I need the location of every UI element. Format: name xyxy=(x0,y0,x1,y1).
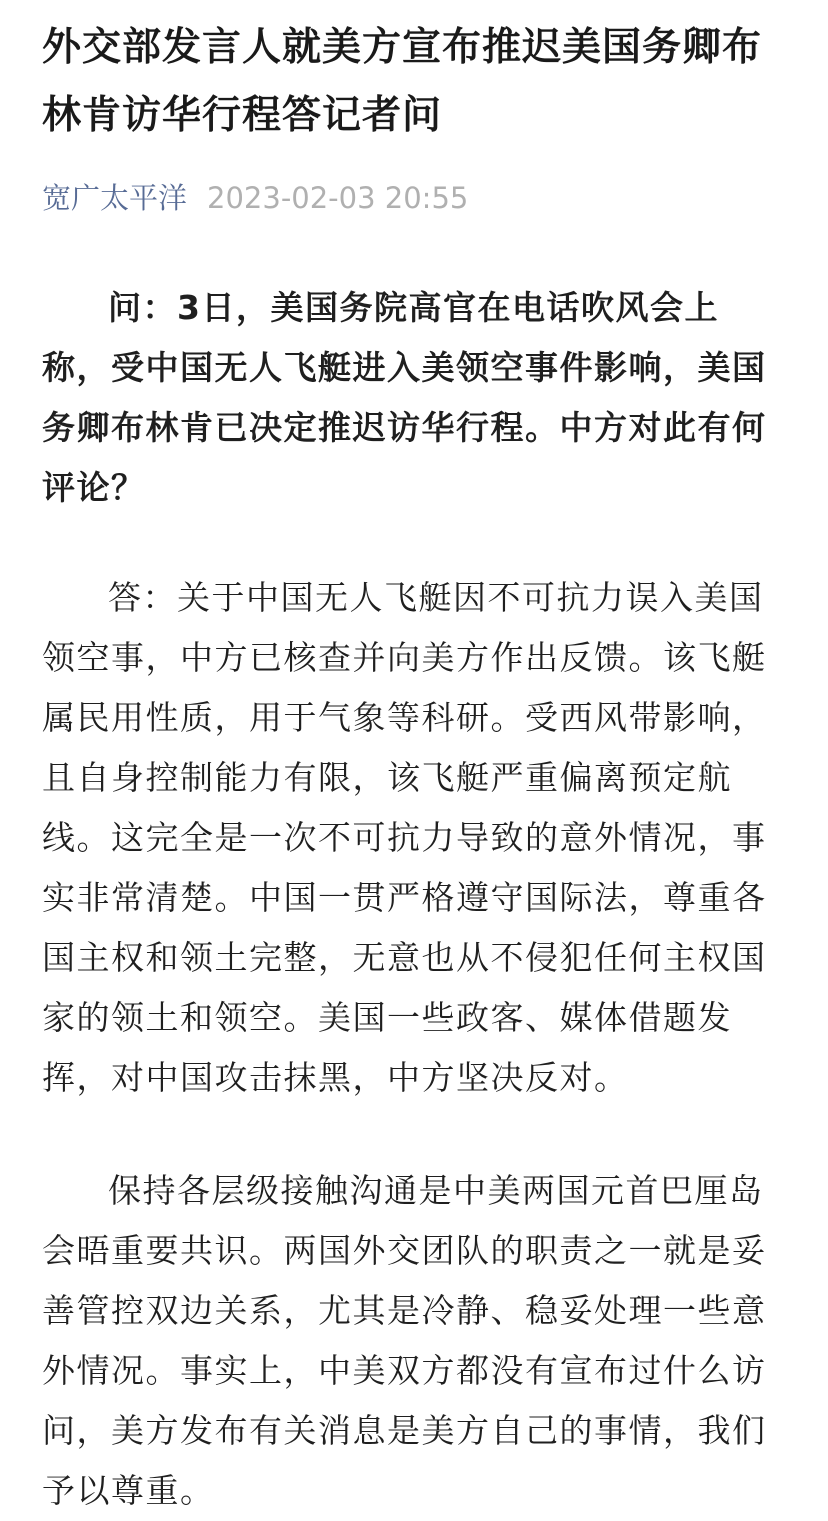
publish-time: 2023-02-03 20:55 xyxy=(207,181,469,215)
answer-paragraph-2: 保持各层级接触沟通是中美两国元首巴厘岛会晤重要共识。两国外交团队的职责之一就是妥善管控双边关系，尤其是冷静、稳妥处理一些意外情况。事实上，中美双方都没有宣布过什么访问，美方发布有关消息是美方自己的事情，我们予以尊重。 xyxy=(42,1171,767,1510)
article-meta xyxy=(42,178,786,218)
question-paragraph: 问：3日，美国务院高官在电话吹风会上称，受中国无人飞艇进入美领空事件影响，美国务卿布林肯已决定推迟访华行程。中方对此有何评论？ xyxy=(42,288,767,507)
account-name-link[interactable]: 宽广太平洋 xyxy=(42,181,188,215)
article-title: 外交部发言人就美方宣布推迟美国务卿布林肯访华行程答记者问 xyxy=(42,25,763,138)
answer-paragraph-1: 答：关于中国无人飞艇因不可抗力误入美国领空事，中方已核查并向美方作出反馈。该飞艇属民用性质，用于气象等科研。受西风带影响，且自身控制能力有限，该飞艇严重偏离预定航线。这完全是一次不可抗力导致的意外情况，事实非常清楚。中国一贯严格遵守国际法，尊重各国主权和领土完整，无意也从不侵犯任何主权国家的领土和领空。美国一些政客、媒体借题发挥，对中国攻击抹黑，中方坚决反对。 xyxy=(42,578,767,1097)
